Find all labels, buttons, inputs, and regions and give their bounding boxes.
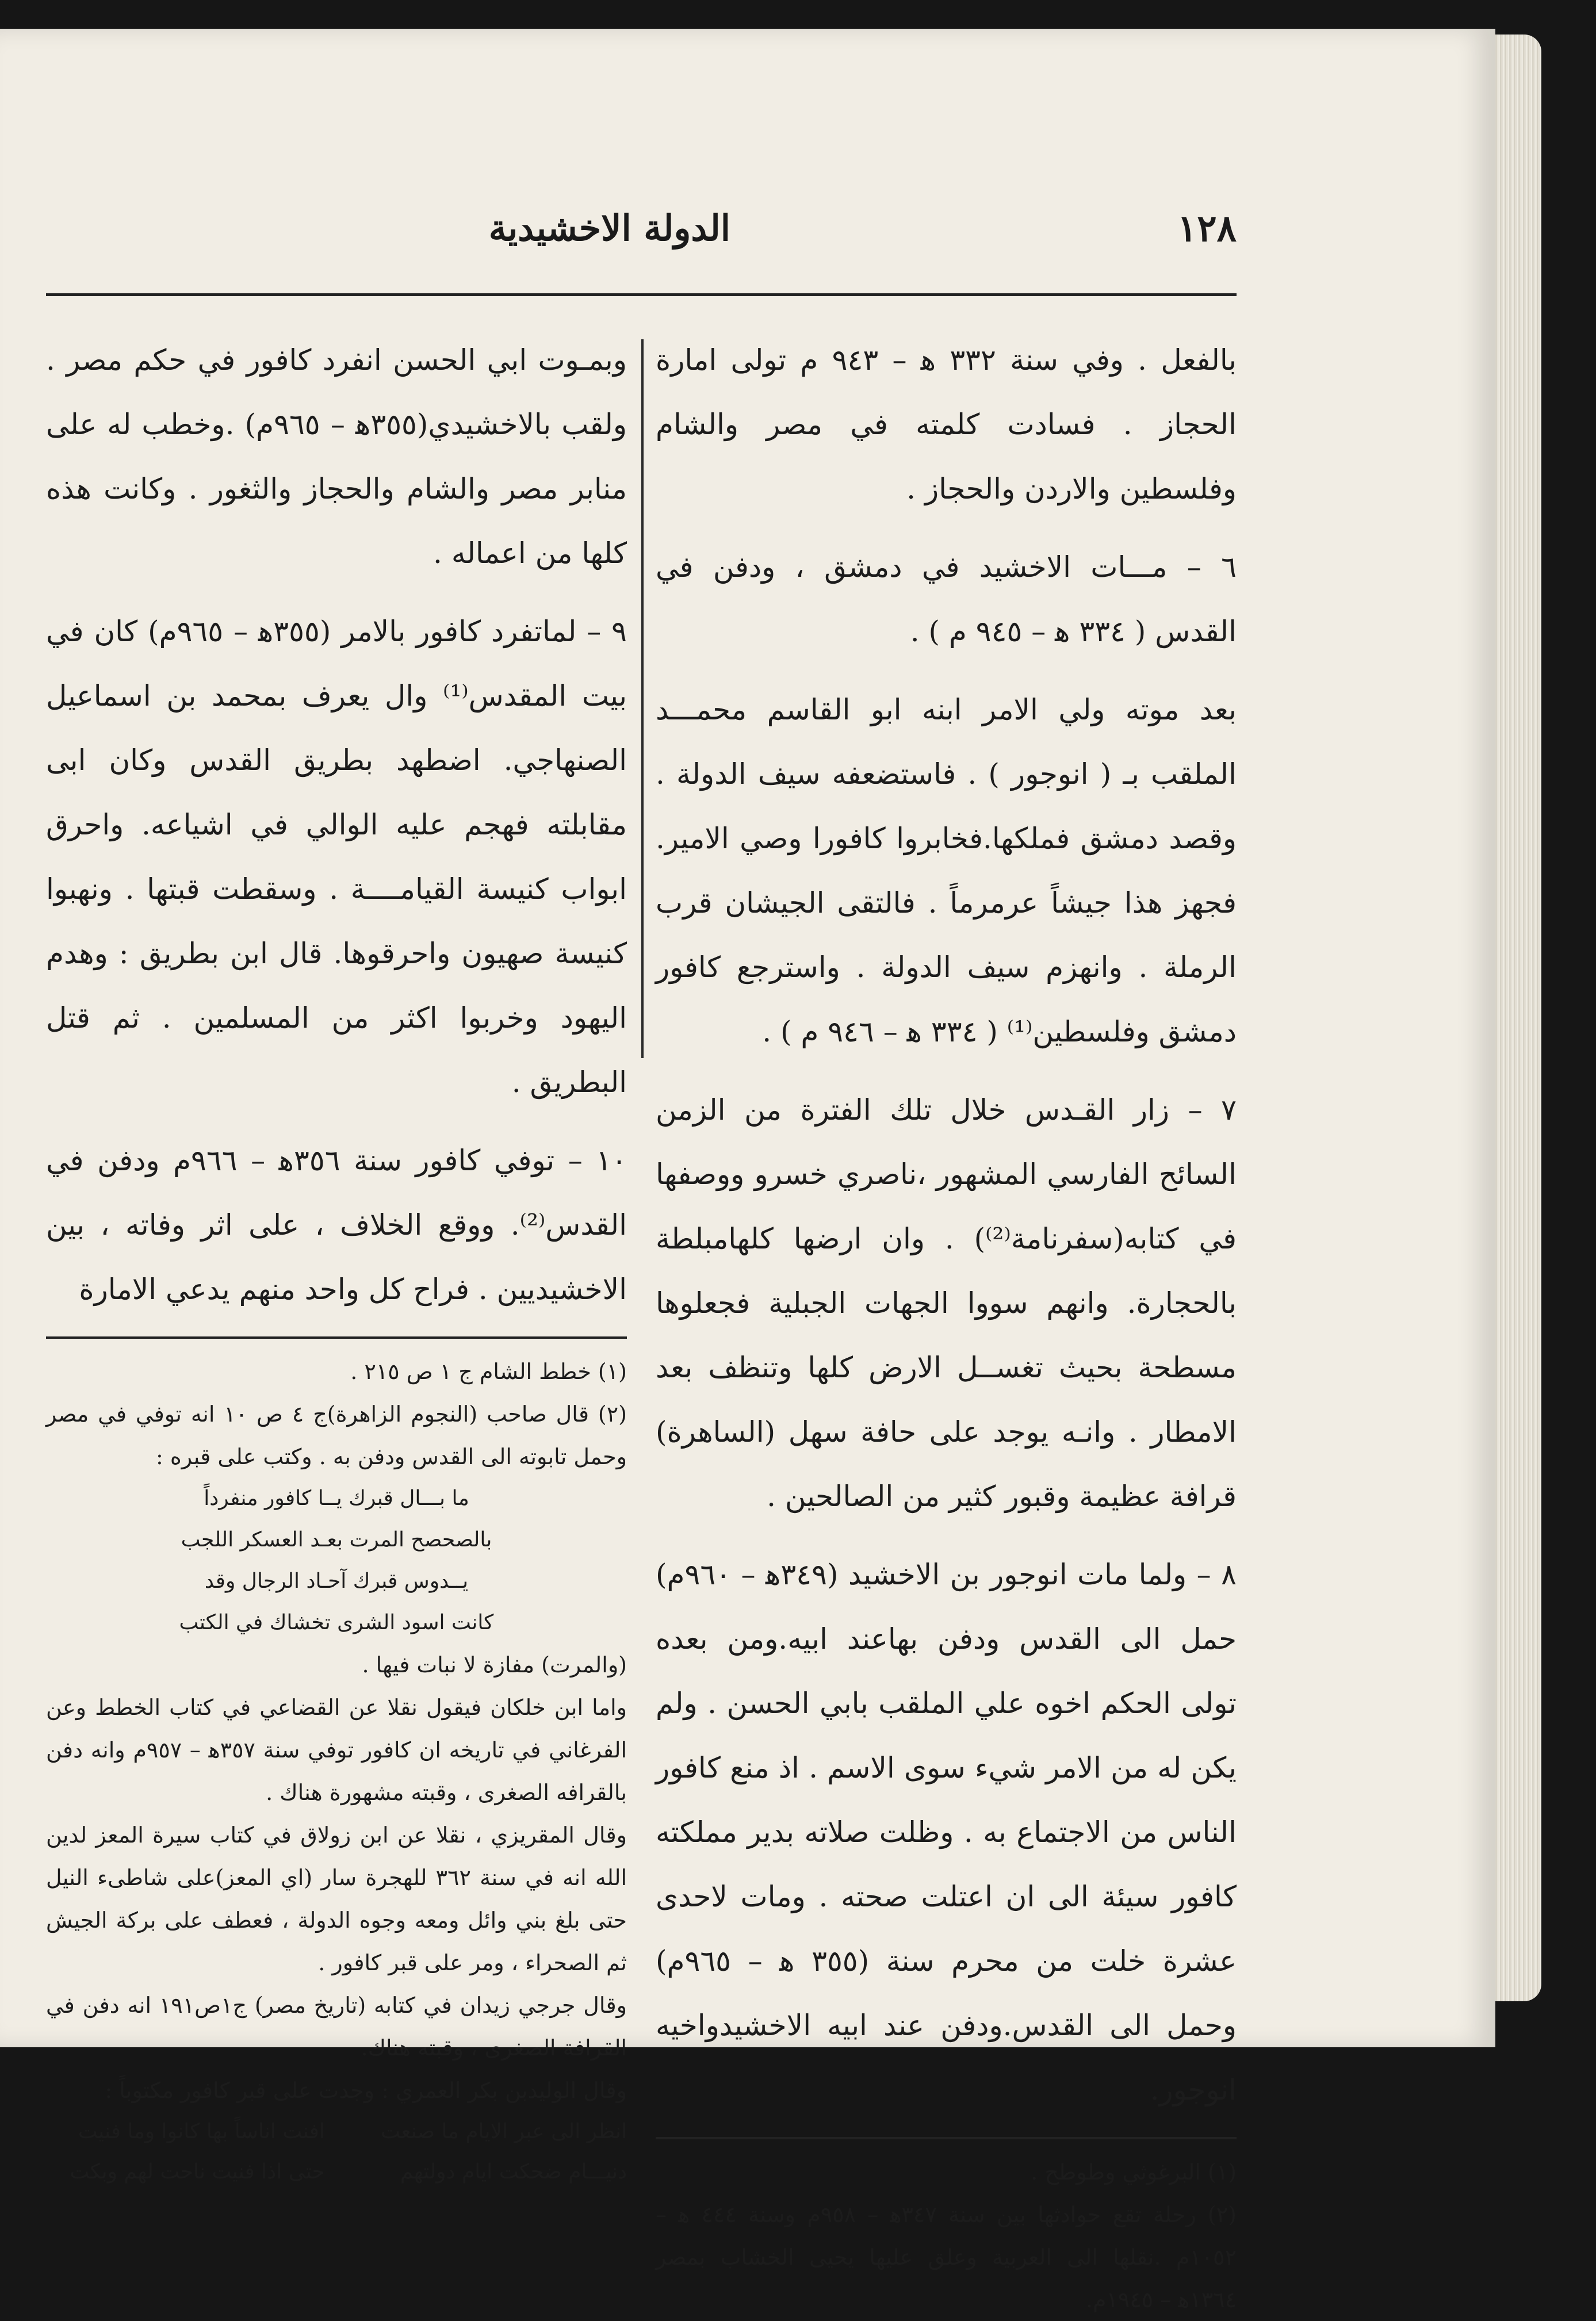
footnote-rule: [46, 1336, 627, 1339]
paragraph: ٧ – زار القـدس خلال تلك الفترة من الزمن السائح الفارسي المشهور ،ناصري خسرو ووصفها في كتابه(سفرنامة⁽²⁾) . وان ارضها كلهامبلطة بالحجارة. وانهم سووا الجهات الجبلية فجعلوها مسطحة بحيث تغســل الارض كلها وتنظف بعد الامطار . وانـه يوجد على حافة سهل (الساهرة) قرافة عظيمة وقبور كثير من الصالحين .: [656, 1093, 1237, 1513]
header-rule: [46, 293, 1237, 296]
paragraph: وبمـوت ابي الحسن انفرد كافور في حكم مصر . ولقب بالاخشيدي(٣٥٥ﻫ – ٩٦٥م) .وخطب له على منابر مصر والشام والحجاز والثغور . وكانت هذه كلها من اعماله .: [46, 343, 627, 570]
paragraph: بالفعل . وفي سنة ٣٣٢ ﻫ – ٩٤٣ م تولى امارة الحجاز . فسادت كلمته في مصر والشام وفلسطين والاردن والحجاز .: [656, 343, 1237, 505]
verse-line: ما بـــال قبرك يــا كافور منفرداً: [204, 1487, 469, 1510]
footnote: وقال الوليدبن بكر العمري : وجدت على قبر كافور مكتوباً :: [105, 2078, 627, 2103]
footnote: (والمرت) مفازة لا نبات فيها .: [362, 1652, 627, 1677]
verse-hemistich: حتى اذا فنيت ناحت لهم وبكت: [70, 2160, 325, 2184]
left-column: [46, 328, 627, 2192]
paragraph: ٦ – مـــات الاخشيد في دمشق ، ودفن في القدس ( ٣٣٤ ﻫ – ٩٤٥ م ) .: [656, 550, 1237, 648]
footnote: (٢) رحلة تقع حوادثها بين سنة ٣٤٧ﻫ – ٩٥٨م وسنة ٤٤٤ ﻫ – ١٠٥٢م .نقلها الى العربية وعلق عليها يحيى الخشاب بمصر ١٣٦٤ﻫ – ١٩٤٥م.: [656, 2202, 1237, 2312]
footnote: (١) البرغوثي وطوطح .: [1031, 2159, 1237, 2185]
footnotes: [656, 2151, 1237, 2321]
right-column: [656, 328, 1237, 2321]
verse-line: بالصحصح المرت بعـد العسكر اللجب: [181, 1528, 492, 1552]
footnotes: [46, 1350, 627, 2192]
paragraph: بعد موته ولي الامر ابنه ابو القاسم محمـــد الملقب بـ ( انوجور ) . فاستضعفه سيف الدولة . وقصد دمشق فملكها.فخابروا كافورا وصي الامير. فجهز هذا جيشاً عرمرماً . فالتقى الجيشان قرب الرملة . وانهزم سيف الدولة . واسترجع كافور دمشق وفلسطين⁽¹⁾ ( ٣٣٤ ﻫ – ٩٤٦ م ) .: [656, 693, 1237, 1048]
verse-line: كانت اسود الشرى تخشاك في الكتب: [179, 1611, 494, 1634]
page-number: ١٢٨: [1177, 207, 1237, 250]
paragraph: ١٠ – توفي كافور سنة ٣٥٦ﻫ – ٩٦٦م ودفن في القدس⁽²⁾. ووقع الخلاف ، على اثر وفاته ، بين الاخشيديين . فراح كل واحد منهم يدعي الامارة: [46, 1144, 627, 1306]
paragraph: ٩ – لماتفرد كافور بالامر (٣٥٥ﻫ – ٩٦٥م) كان في بيت المقدس⁽¹⁾ وال يعرف بمحمد بن اسماعيل الصنهاجي. اضطهد بطريق القدس وكان ابى مقابلته فهجم عليه الوالي في اشياعه. واحرق ابواب كنيسة القيامــــة . وسقطت قبتها . ونهبوا كنيسة صهيون واحرقوها. قال ابن بطريق : وهدم اليهود وخربوا اكثر من المسلمين . ثم قتل البطريق .: [46, 615, 627, 1099]
column-divider: [641, 339, 644, 1058]
running-title: الدولة الاخشيدية: [488, 207, 730, 249]
verse-line: يــدوس قبرك آحـاد الرجال وقد: [204, 1569, 469, 1593]
footnote: وقال جرجي زيدان في كتابه (تاريخ مصر) ج١ص١٩١ انه دفن في القرافة الصغرى ، وقبته هناك.: [46, 1993, 627, 2060]
footnote: وقال المقريزي ، نقلا عن ابن زولاق في كتاب سيرة المعز لدين الله انه في سنة ٣٦٢ للهجرة سار (اي المعز)على شاطىء النيل حتى بلغ بني وائل ومعه وجوه الدولة ، فعطف على بركة الجيش ثم الصحراء ، ومر على قبر كافور .: [46, 1822, 627, 1975]
footnote-rule: [656, 2137, 1237, 2139]
verse-couplet: [46, 2112, 627, 2152]
verse-couplet: [46, 2152, 627, 2192]
verse-hemistich: انظر الى عبر الايام ما صنعت: [380, 2120, 627, 2143]
paragraph: ٨ – ولما مات انوجور بن الاخشيد (٣٤٩ﻫ – ٩٦٠م) حمل الى القدس ودفن بهاعند ابيه.ومن بعده تولى الحكم اخوه علي الملقب بابي الحسن . ولم يكن له من الامر شيء سوى الاسم . اذ منع كافور الناس من الاجتماع به . وظلت صلاته بدير مملكته كافور سيئة الى ان اعتلت صحته . ومات لاحدى عشرة خلت من محرم سنة (٣٥٥ ﻫ – ٩٦٥م) وحمل الى القدس.ودفن عند ابيه الاخشيدواخيه انوجور.: [656, 1558, 1237, 2106]
footnote: (٢) قال صاحب (النجوم الزاهرة)ج ٤ ص ١٠ انه توفي في مصر وحمل تابوته الى القدس ودفن به . وكتب على قبره :: [46, 1401, 627, 1469]
book-page: [0, 29, 1495, 2312]
footnote: واما ابن خلكان فيقول نقلا عن القضاعي في كتاب الخطط وعن الفرغاني في تاريخه ان كافور توفي سنة ٣٥٧ﻫ – ٩٥٧م وانه دفن بالقرافه الصغرى ، وقبته مشهورة هناك .: [46, 1695, 627, 1805]
verse-hemistich: دنيـــام ضحكت ايام دولتهم: [400, 2160, 627, 2184]
verse-hemistich: افنت اناساً بها كانوا وما فنيت: [78, 2120, 325, 2143]
footnote: (١) خطط الشام ج ١ ص ٢١٥ .: [350, 1359, 627, 1384]
page-header: [46, 196, 1237, 293]
